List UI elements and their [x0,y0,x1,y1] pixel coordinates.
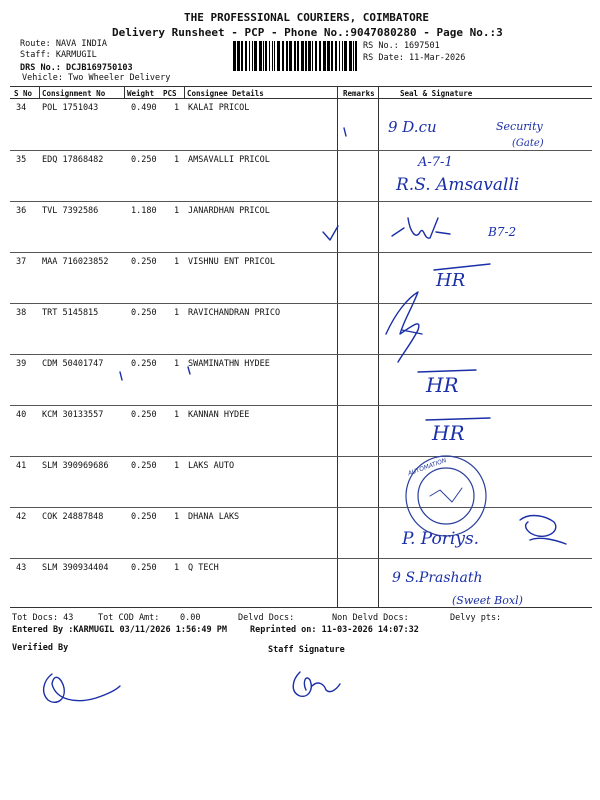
col-consignment: Consignment No [42,89,106,98]
row-sno: 37 [16,257,27,267]
row-consignment: CDM 50401747 [42,359,104,369]
row-pcs: 1 [174,257,180,267]
row-consignee: JANARDHAN PRICOL [188,206,270,216]
col-seal: Seal & Signature [400,89,473,98]
col-consignee: Consignee Details [187,89,264,98]
sig-row37: HR [436,270,466,291]
row-consignee: LAKS AUTO [188,461,235,471]
row-consignment: SLM 390934404 [42,563,109,573]
col-pcs: PCS [163,89,177,98]
row-weight: 0.250 [131,359,157,369]
row-weight: 0.250 [131,563,157,573]
row-consignment: EDQ 17868482 [42,155,104,165]
row-consignee: KALAI PRICOL [188,103,250,113]
sig-row42: P. Poriys. [402,529,480,549]
row-consignee: RAVICHANDRAN PRICO [188,308,281,318]
col-remarks: Remarks [343,89,375,98]
route-label: Route: NAVA INDIA [20,39,107,49]
row-consignee: KANNAN HYDEE [188,410,250,420]
reprinted-on: Reprinted on: 11-03-2026 14:07:32 [250,625,419,635]
rs-date: RS Date: 11-Mar-2026 [363,53,466,63]
row-sno: 35 [16,155,27,165]
row-consignment: POL 1751043 [42,103,99,113]
row-weight: 0.250 [131,461,157,471]
row-sno: 40 [16,410,27,420]
row-sno: 36 [16,206,27,216]
row-weight: 0.250 [131,155,157,165]
row-pcs: 1 [174,308,180,318]
row-weight: 0.250 [131,410,157,420]
sig-row43: 9 S.Prashath [392,570,483,586]
sig-row40: HR [432,421,465,445]
row-consignment: TRT 5145815 [42,308,99,318]
sig-row35-name: R.S. Amsavalli [396,175,520,195]
row-weight: 0.250 [131,512,157,522]
drs-number: DRS No.: DCJB169750103 [20,63,133,73]
row-sno: 41 [16,461,27,471]
row-pcs: 1 [174,359,180,369]
total-docs: Tot Docs: 43 [12,613,74,623]
sig-row36-unit: B7-2 [488,225,517,239]
row-sno: 38 [16,308,27,318]
sig-row34-gate: (Gate) [512,138,544,149]
verified-by-label: Verified By [12,643,69,653]
row-consignee: DHANA LAKS [188,512,240,522]
row-consignment: TVL 7392586 [42,206,99,216]
row-pcs: 1 [174,512,180,522]
sig-row39: HR [426,373,459,397]
col-sno: S No [14,89,33,98]
entered-by: Entered By :KARMUGIL 03/11/2026 1:56:49 PM [12,625,227,635]
sig-row35-unit: A-7-1 [418,155,453,170]
rs-number: RS No.: 1697501 [363,41,440,51]
row-consignee: AMSAVALLI PRICOL [188,155,270,165]
sig-row34: 9 D.cu [388,118,437,136]
total-cod-label: Tot COD Amt: [98,613,160,623]
row-consignment: SLM 390969686 [42,461,109,471]
stamp-text: AUTOMATION [407,456,448,478]
total-cod-value: 0.00 [180,613,201,623]
company-title: THE PROFESSIONAL COURIERS, COIMBATORE [184,11,430,24]
non-delivered-docs: Non Delvd Docs: [332,613,409,623]
row-sno: 34 [16,103,27,113]
row-sno: 43 [16,563,27,573]
col-weight: Weight [127,89,155,98]
row-pcs: 1 [174,563,180,573]
runsheet-subtitle: Delivery Runsheet - PCP - Phone No.:9047080280 - Page No.:3 [112,26,503,39]
company-stamp [400,450,500,550]
row-consignment: MAA 716023852 [42,257,109,267]
row-pcs: 1 [174,206,180,216]
row-consignee: SWAMINATHN HYDEE [188,359,270,369]
delivery-points: Delvy pts: [450,613,502,623]
row-consignee: Q TECH [188,563,219,573]
row-pcs: 1 [174,155,180,165]
row-consignment: KCM 30133557 [42,410,104,420]
row-pcs: 1 [174,410,180,420]
vehicle-label: Vehicle: Two Wheeler Delivery [22,73,171,83]
row-sno: 39 [16,359,27,369]
row-pcs: 1 [174,103,180,113]
row-weight: 0.250 [131,257,157,267]
row-consignment: COK 24887848 [42,512,104,522]
row-weight: 0.250 [131,308,157,318]
row-weight: 0.490 [131,103,157,113]
staff-signature-label: Staff Signature [268,645,345,655]
sig-row34-security: Security [496,120,543,133]
sig-row43-box: (Sweet Boxl) [452,594,523,607]
staff-label: Staff: KARMUGIL [20,50,97,60]
row-sno: 42 [16,512,27,522]
row-pcs: 1 [174,461,180,471]
delivered-docs: Delvd Docs: [238,613,295,623]
row-weight: 1.180 [131,206,157,216]
row-consignee: VISHNU ENT PRICOL [188,257,275,267]
